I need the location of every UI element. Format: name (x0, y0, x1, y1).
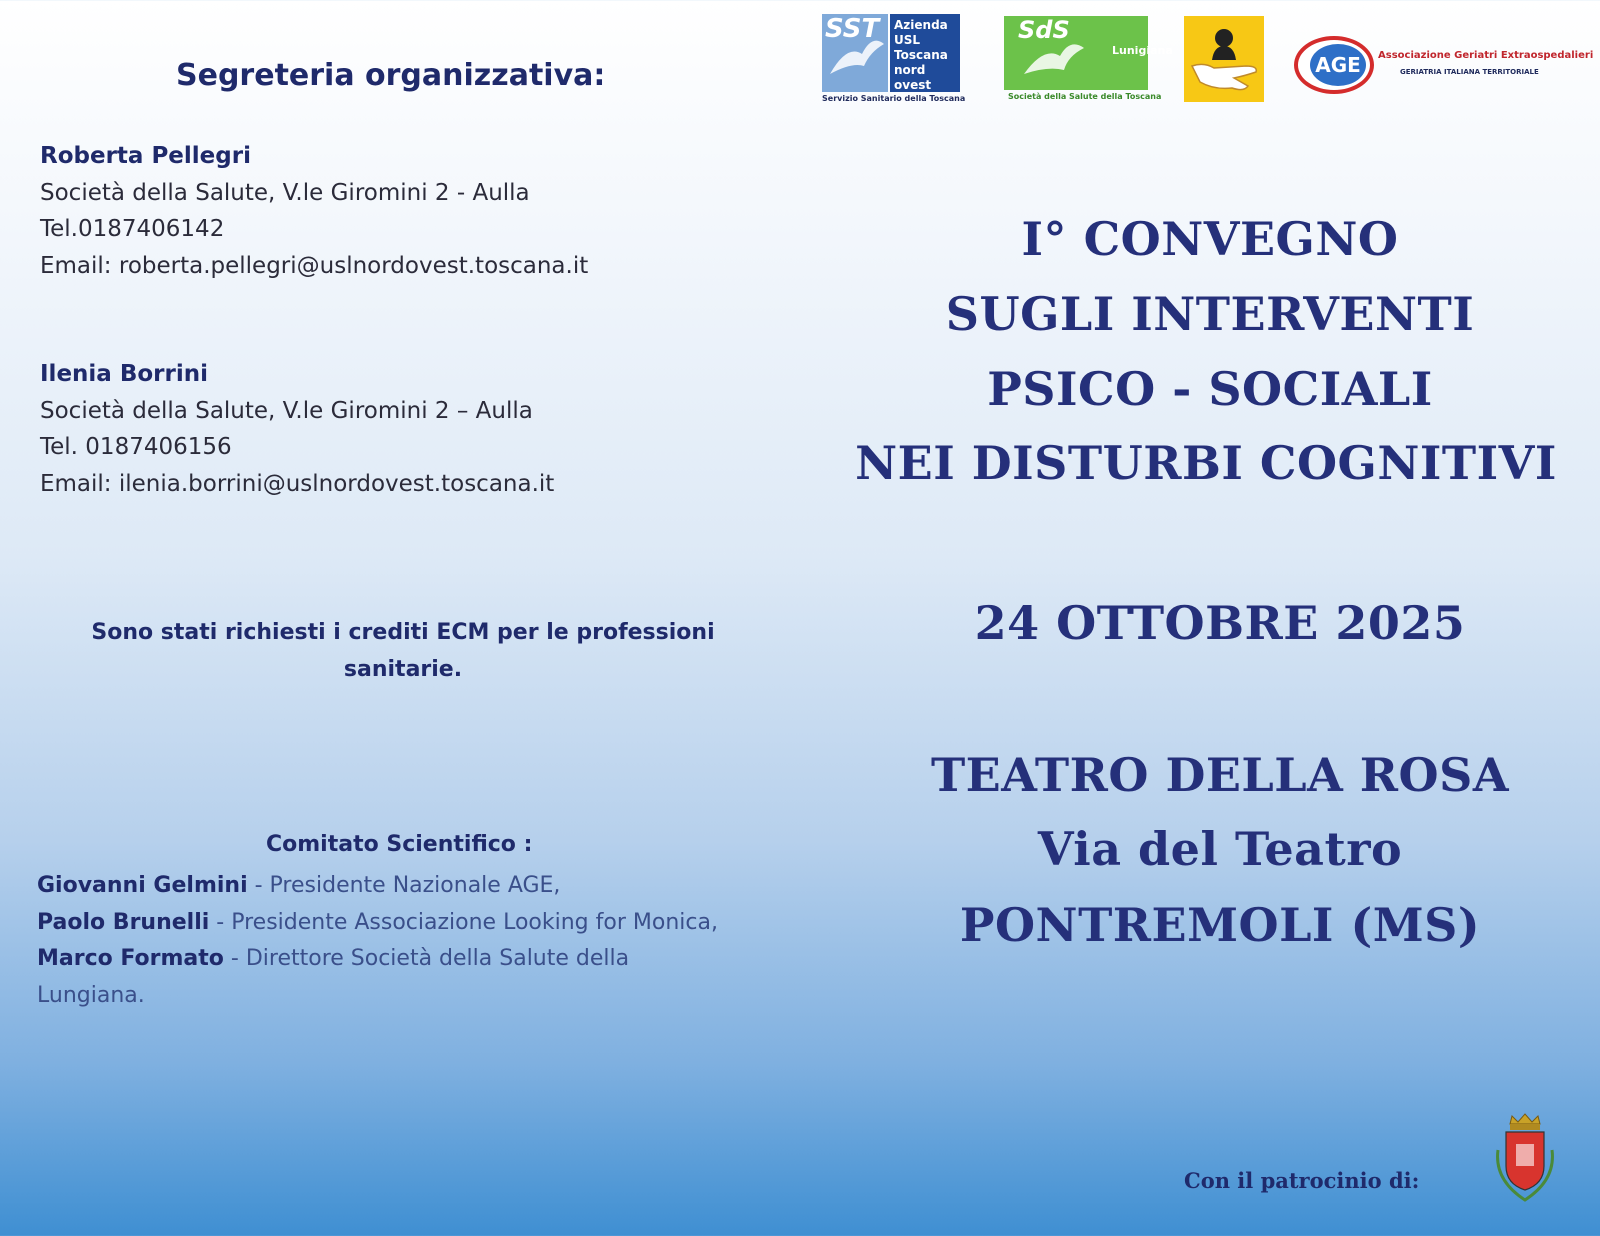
contact-address: Società della Salute, V.le Giromini 2 - Aulla (40, 179, 530, 206)
age-name: Associazione Geriatri Extraospedalieri (1378, 50, 1594, 61)
member-role: - Presidente Nazionale AGE, (247, 873, 561, 898)
member-name: Paolo Brunelli (37, 909, 210, 935)
age-mark: AGE (1310, 44, 1366, 86)
event-title-line: NEI DISTURBI COGNITIVI (855, 436, 1557, 490)
town-crest-icon (1490, 1110, 1560, 1206)
event-title-line: PSICO - SOCIALI (987, 362, 1433, 416)
logo-sds-lunigiana (1004, 16, 1173, 102)
member-role: - Presidente Associazione Looking for Monica, (209, 909, 718, 935)
sst-line: USL (894, 33, 921, 47)
member-role: - Direttore Società della Salute della (223, 946, 630, 971)
sst-line: Azienda (894, 18, 948, 32)
member-name: Marco Formato (37, 946, 224, 971)
contact-block (40, 138, 588, 284)
comitato-member (37, 868, 797, 905)
comitato-list (37, 868, 797, 1014)
event-title-line: I° CONVEGNO (1021, 212, 1399, 266)
event-date: 24 OTTOBRE 2025 (974, 596, 1466, 650)
logo-sst-usl (822, 14, 966, 104)
venue-line: TEATRO DELLA ROSA (930, 748, 1510, 802)
venue-line: PONTREMOLI (MS) (959, 898, 1481, 952)
contact-email[interactable]: Email: ilenia.borrini@uslnordovest.toscana.it (40, 470, 555, 497)
contact-tel: Tel.0187406142 (40, 216, 225, 242)
sst-mark: SST (825, 14, 880, 44)
contact-tel: Tel. 0187406156 (40, 434, 232, 460)
contact-block (40, 356, 554, 502)
sst-line: nord ovest (894, 63, 932, 92)
comitato-member (37, 905, 797, 942)
event-title-line: SUGLI INTERVENTI (945, 287, 1475, 341)
ecm-notice (80, 614, 726, 688)
hand-icon (1184, 16, 1264, 102)
sds-mark: SdS (1018, 16, 1070, 44)
segreteria-title: Segreteria organizzativa: (176, 58, 606, 93)
sst-line: Toscana (894, 48, 948, 62)
venue-line: Via del Teatro (1037, 822, 1403, 876)
comitato-member (37, 941, 797, 978)
sst-text-panel (890, 14, 960, 92)
comitato-tail: Lungiana. (37, 982, 145, 1008)
contact-email[interactable]: Email: roberta.pellegri@uslnordovest.toscana.it (40, 252, 589, 279)
ecm-line: sanitarie. (343, 657, 463, 682)
contact-address: Società della Salute, V.le Giromini 2 – Aulla (40, 397, 533, 424)
sds-caption: Società della Salute della Toscana (1008, 92, 1162, 101)
age-tagline: GERIATRIA ITALIANA TERRITORIALE (1400, 68, 1539, 76)
contact-name: Ilenia Borrini (40, 361, 208, 387)
sds-side-label: Lunigiana (1112, 44, 1173, 57)
member-name: Giovanni Gelmini (37, 873, 248, 898)
ecm-line: Sono stati richiesti i crediti ECM per le professioni (91, 620, 715, 645)
logo-age (1294, 36, 1594, 98)
sst-caption: Servizio Sanitario della Toscana (822, 94, 966, 103)
patrocinio-label: Con il patrocinio di: (1184, 1168, 1420, 1193)
contact-name: Roberta Pellegri (40, 143, 251, 169)
comitato-title: Comitato Scientifico : (266, 832, 533, 857)
